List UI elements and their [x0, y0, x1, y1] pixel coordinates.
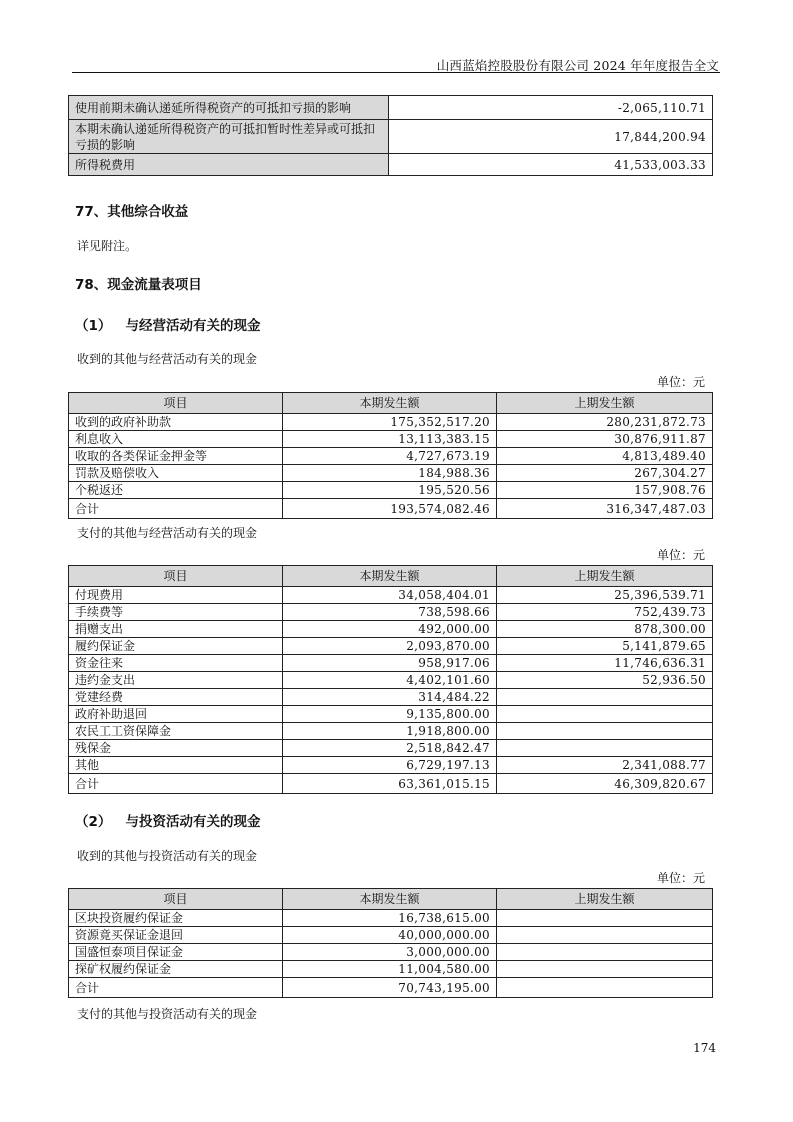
table-cell: 探矿权履约保证金	[69, 961, 283, 978]
table-cell: 资源竟买保证金退回	[69, 927, 283, 944]
table-cell: 6,729,197.13	[283, 757, 497, 774]
table-cell: 267,304.27	[497, 465, 713, 482]
table-cell: 资金往来	[69, 655, 283, 672]
table-cell: 2,341,088.77	[497, 757, 713, 774]
column-header: 本期发生额	[283, 393, 497, 414]
table-cell: 46,309,820.67	[497, 774, 713, 794]
table-cell: 手续费等	[69, 604, 283, 621]
table-cell: 52,936.50	[497, 672, 713, 689]
table-row	[69, 465, 713, 482]
column-header: 本期发生额	[283, 566, 497, 587]
inv-in-table	[68, 888, 713, 998]
table-cell: 5,141,879.65	[497, 638, 713, 655]
table-cell: 4,813,489.40	[497, 448, 713, 465]
table-row	[69, 604, 713, 621]
table-row	[69, 672, 713, 689]
table-row	[69, 910, 713, 927]
op-in-caption: 收到的其他与经营活动有关的现金	[77, 352, 258, 366]
op-out-unit: 单位：元	[656, 548, 705, 562]
inv-in-unit: 单位：元	[656, 871, 705, 885]
table-row	[69, 482, 713, 499]
table-row	[69, 638, 713, 655]
tax-table	[68, 95, 713, 176]
table-header-row	[69, 889, 713, 910]
table-cell: 利息收入	[69, 431, 283, 448]
table-cell: 63,361,015.15	[283, 774, 497, 794]
table-cell	[497, 978, 713, 998]
table-cell: 195,520.56	[283, 482, 497, 499]
table-row	[69, 961, 713, 978]
section-77-text: 详见附注。	[77, 239, 138, 253]
table-cell: 492,000.00	[283, 621, 497, 638]
table-cell: 193,574,082.46	[283, 499, 497, 519]
table-cell: 175,352,517.20	[283, 414, 497, 431]
table-total-row	[69, 978, 713, 998]
table-cell: 个税返还	[69, 482, 283, 499]
table-cell: 70,743,195.00	[283, 978, 497, 998]
table-cell	[497, 927, 713, 944]
table-cell: 合计	[69, 774, 283, 794]
table-row	[69, 757, 713, 774]
table-cell: 使用前期未确认递延所得税资产的可抵扣亏损的影响	[69, 96, 389, 120]
table-cell: 合计	[69, 499, 283, 519]
table-cell: 2,093,870.00	[283, 638, 497, 655]
table-cell: 履约保证金	[69, 638, 283, 655]
op-in-table	[68, 392, 713, 519]
table-row	[69, 655, 713, 672]
table-row	[69, 96, 713, 120]
table-cell: 41,533,003.33	[389, 154, 713, 176]
table-cell: 区块投资履约保证金	[69, 910, 283, 927]
page-header-title: 山西蓝焰控股股份有限公司 2024 年年度报告全文	[436, 58, 719, 73]
table-cell: 11,004,580.00	[283, 961, 497, 978]
table-cell	[497, 689, 713, 706]
table-cell: 157,908.76	[497, 482, 713, 499]
column-header: 项目	[69, 393, 283, 414]
column-header: 上期发生额	[497, 889, 713, 910]
table-cell: 40,000,000.00	[283, 927, 497, 944]
table-cell: 合计	[69, 978, 283, 998]
page-number: 174	[693, 1041, 716, 1055]
table-row	[69, 587, 713, 604]
table-cell: 34,058,404.01	[283, 587, 497, 604]
table-cell: 11,746,636.31	[497, 655, 713, 672]
op-out-table	[68, 565, 713, 794]
table-row	[69, 621, 713, 638]
table-cell: 农民工工资保障金	[69, 723, 283, 740]
table-cell	[497, 706, 713, 723]
table-cell: 316,347,487.03	[497, 499, 713, 519]
table-row	[69, 944, 713, 961]
table-row	[69, 414, 713, 431]
table-row	[69, 689, 713, 706]
table-cell: 13,113,383.15	[283, 431, 497, 448]
table-cell: 付现费用	[69, 587, 283, 604]
table-cell: 残保金	[69, 740, 283, 757]
column-header: 上期发生额	[497, 566, 713, 587]
table-header-row	[69, 566, 713, 587]
table-cell: 25,396,539.71	[497, 587, 713, 604]
column-header: 本期发生额	[283, 889, 497, 910]
table-row	[69, 723, 713, 740]
table-cell	[497, 961, 713, 978]
table-cell: 政府补助退回	[69, 706, 283, 723]
section-77-title: 77、其他综合收益	[75, 204, 189, 220]
inv-in-caption: 收到的其他与投资活动有关的现金	[77, 849, 258, 863]
table-cell	[497, 723, 713, 740]
table-cell: 17,844,200.94	[389, 120, 713, 154]
table-row	[69, 927, 713, 944]
table-cell: -2,065,110.71	[389, 96, 713, 120]
op-in-unit: 单位：元	[656, 375, 705, 389]
table-header-row	[69, 393, 713, 414]
table-cell: 958,917.06	[283, 655, 497, 672]
table-cell	[497, 910, 713, 927]
table-row	[69, 120, 713, 154]
table-cell: 收到的政府补助款	[69, 414, 283, 431]
table-cell: 党建经费	[69, 689, 283, 706]
header-rule	[72, 72, 720, 73]
table-cell: 其他	[69, 757, 283, 774]
subsection-1-title: （1） 与经营活动有关的现金	[75, 318, 261, 334]
table-cell: 收取的各类保证金押金等	[69, 448, 283, 465]
table-cell: 违约金支出	[69, 672, 283, 689]
table-cell: 1,918,800.00	[283, 723, 497, 740]
table-cell: 752,439.73	[497, 604, 713, 621]
column-header: 项目	[69, 566, 283, 587]
column-header: 项目	[69, 889, 283, 910]
table-cell: 738,598.66	[283, 604, 497, 621]
table-row	[69, 706, 713, 723]
table-row	[69, 448, 713, 465]
table-cell: 4,402,101.60	[283, 672, 497, 689]
table-cell: 314,484.22	[283, 689, 497, 706]
table-cell: 所得税费用	[69, 154, 389, 176]
table-cell: 184,988.36	[283, 465, 497, 482]
table-row	[69, 431, 713, 448]
table-cell	[497, 944, 713, 961]
table-cell: 2,518,842.47	[283, 740, 497, 757]
table-total-row	[69, 774, 713, 794]
table-cell: 国盛恒泰项目保证金	[69, 944, 283, 961]
op-out-caption: 支付的其他与经营活动有关的现金	[77, 526, 258, 540]
table-cell	[497, 740, 713, 757]
column-header: 上期发生额	[497, 393, 713, 414]
table-cell: 280,231,872.73	[497, 414, 713, 431]
table-cell: 4,727,673.19	[283, 448, 497, 465]
table-cell: 9,135,800.00	[283, 706, 497, 723]
table-cell: 30,876,911.87	[497, 431, 713, 448]
section-78-title: 78、现金流量表项目	[75, 277, 202, 293]
table-total-row	[69, 499, 713, 519]
table-cell: 16,738,615.00	[283, 910, 497, 927]
table-cell: 878,300.00	[497, 621, 713, 638]
table-row	[69, 740, 713, 757]
table-cell: 3,000,000.00	[283, 944, 497, 961]
table-cell: 罚款及赔偿收入	[69, 465, 283, 482]
table-row	[69, 154, 713, 176]
table-cell: 本期未确认递延所得税资产的可抵扣暂时性差异或可抵扣亏损的影响	[69, 120, 389, 154]
inv-out-caption: 支付的其他与投资活动有关的现金	[77, 1007, 258, 1021]
subsection-2-title: （2） 与投资活动有关的现金	[75, 814, 261, 830]
table-cell: 捐赠支出	[69, 621, 283, 638]
